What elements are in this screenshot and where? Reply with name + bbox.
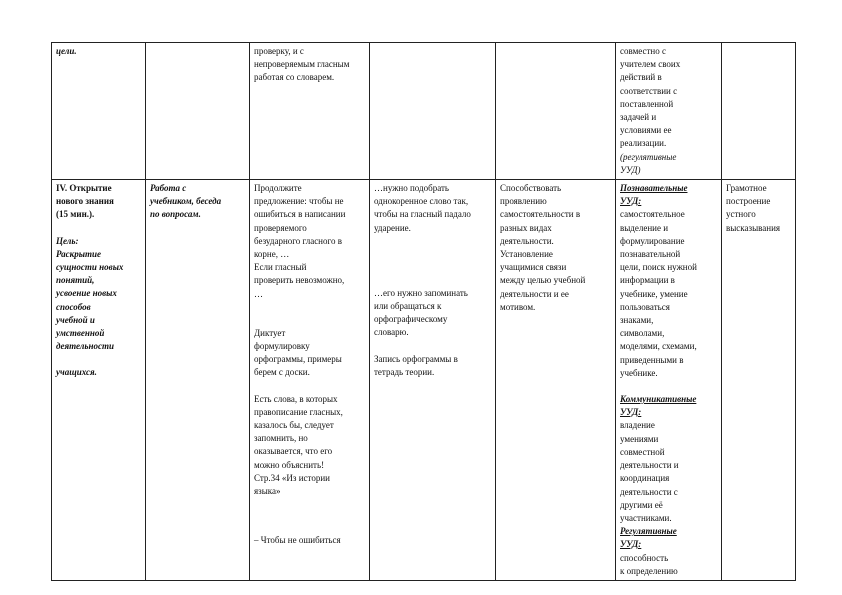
student-answer-2: …его нужно запоминать или обращаться к орфографическому словарю. xyxy=(374,287,468,338)
method-text: Работа с учебником, беседа по вопросам. xyxy=(150,183,222,220)
personal-results-cell xyxy=(496,43,616,180)
teacher-dictation: Диктует формулировку орфограммы, примеры берем с доски. xyxy=(254,327,342,378)
student-notes: Запись орфограммы в тетрадь теории. xyxy=(374,353,458,377)
stage-goal-tail: учащихся. xyxy=(56,367,97,378)
subject-results-cell xyxy=(722,180,796,581)
uud-communicative-heading: Коммуникативные УУД: xyxy=(620,394,697,418)
uud-cognitive-heading: Познавательные УУД: xyxy=(620,183,688,207)
teacher-activity-cell xyxy=(250,43,370,180)
uud-cognitive-text: самостоятельное выделение и формулирование познавательной цели, поиск нужной информации в учебнике, умение пользоваться знаками, символами, моделями, схемами, приведенными в учебнике. xyxy=(620,209,697,378)
method-cell xyxy=(146,43,250,180)
student-activity-cell xyxy=(370,180,496,581)
table-row xyxy=(52,43,796,180)
uud-text: совместно с учителем своих действий в соответствии с поставленной задачей и условиями ее реализации. xyxy=(620,46,681,149)
teacher-continuation: – Чтобы не ошибиться xyxy=(254,535,341,546)
stage-goal: Цель: Раскрытие сущности новых понятий, усвоение новых способов учебной и умственной деятельности xyxy=(56,235,124,352)
uud-regulative-heading: Регулятивные УУД: xyxy=(620,526,677,550)
personal-results-cell xyxy=(496,180,616,581)
student-activity-cell xyxy=(370,43,496,180)
subject-results-cell xyxy=(722,43,796,180)
teacher-history: Есть слова, в которых правописание гласных, казалось бы, следует запомнить, но оказывается, что его можно объяснить! Стр.34 «Из истории языка» xyxy=(254,393,343,497)
personal-results-text: Способствовать проявлению самостоятельности в разных видах деятельности. Установление учащимися связи между целью учебной деятельности и ее мотивом. xyxy=(500,183,586,312)
teacher-prompt: Продолжите предложение: чтобы не ошибиться в написании проверяемого безударного гласного в корне, … Если гласный проверить невозможно, … xyxy=(254,183,346,299)
method-cell xyxy=(146,180,250,581)
stage-title: IV. Открытие нового знания (15 мин.). xyxy=(56,183,114,220)
stage-cell xyxy=(52,43,146,180)
uud-cell xyxy=(616,180,722,581)
uud-regulative-text: способность к определению xyxy=(620,552,678,576)
stage-cell xyxy=(52,180,146,581)
lesson-plan-table xyxy=(51,42,796,581)
teacher-activity-cell xyxy=(250,180,370,581)
subject-results-text: Грамотное построение устного высказывания xyxy=(726,183,781,233)
stage-text: цели. xyxy=(56,46,77,56)
uud-communicative-text: владение умениями совместной деятельности и координация деятельности с другими её участниками. xyxy=(620,420,679,523)
uud-tag: (регулятивные УУД) xyxy=(620,151,677,175)
student-answer-1: …нужно подобрать однокоренное слово так, чтобы на гласный падало ударение. xyxy=(374,183,471,233)
table-row xyxy=(52,180,796,581)
uud-cell xyxy=(616,43,722,180)
teacher-activity-text: проверку, и с непроверяемым гласным работая со словарем. xyxy=(254,46,350,83)
